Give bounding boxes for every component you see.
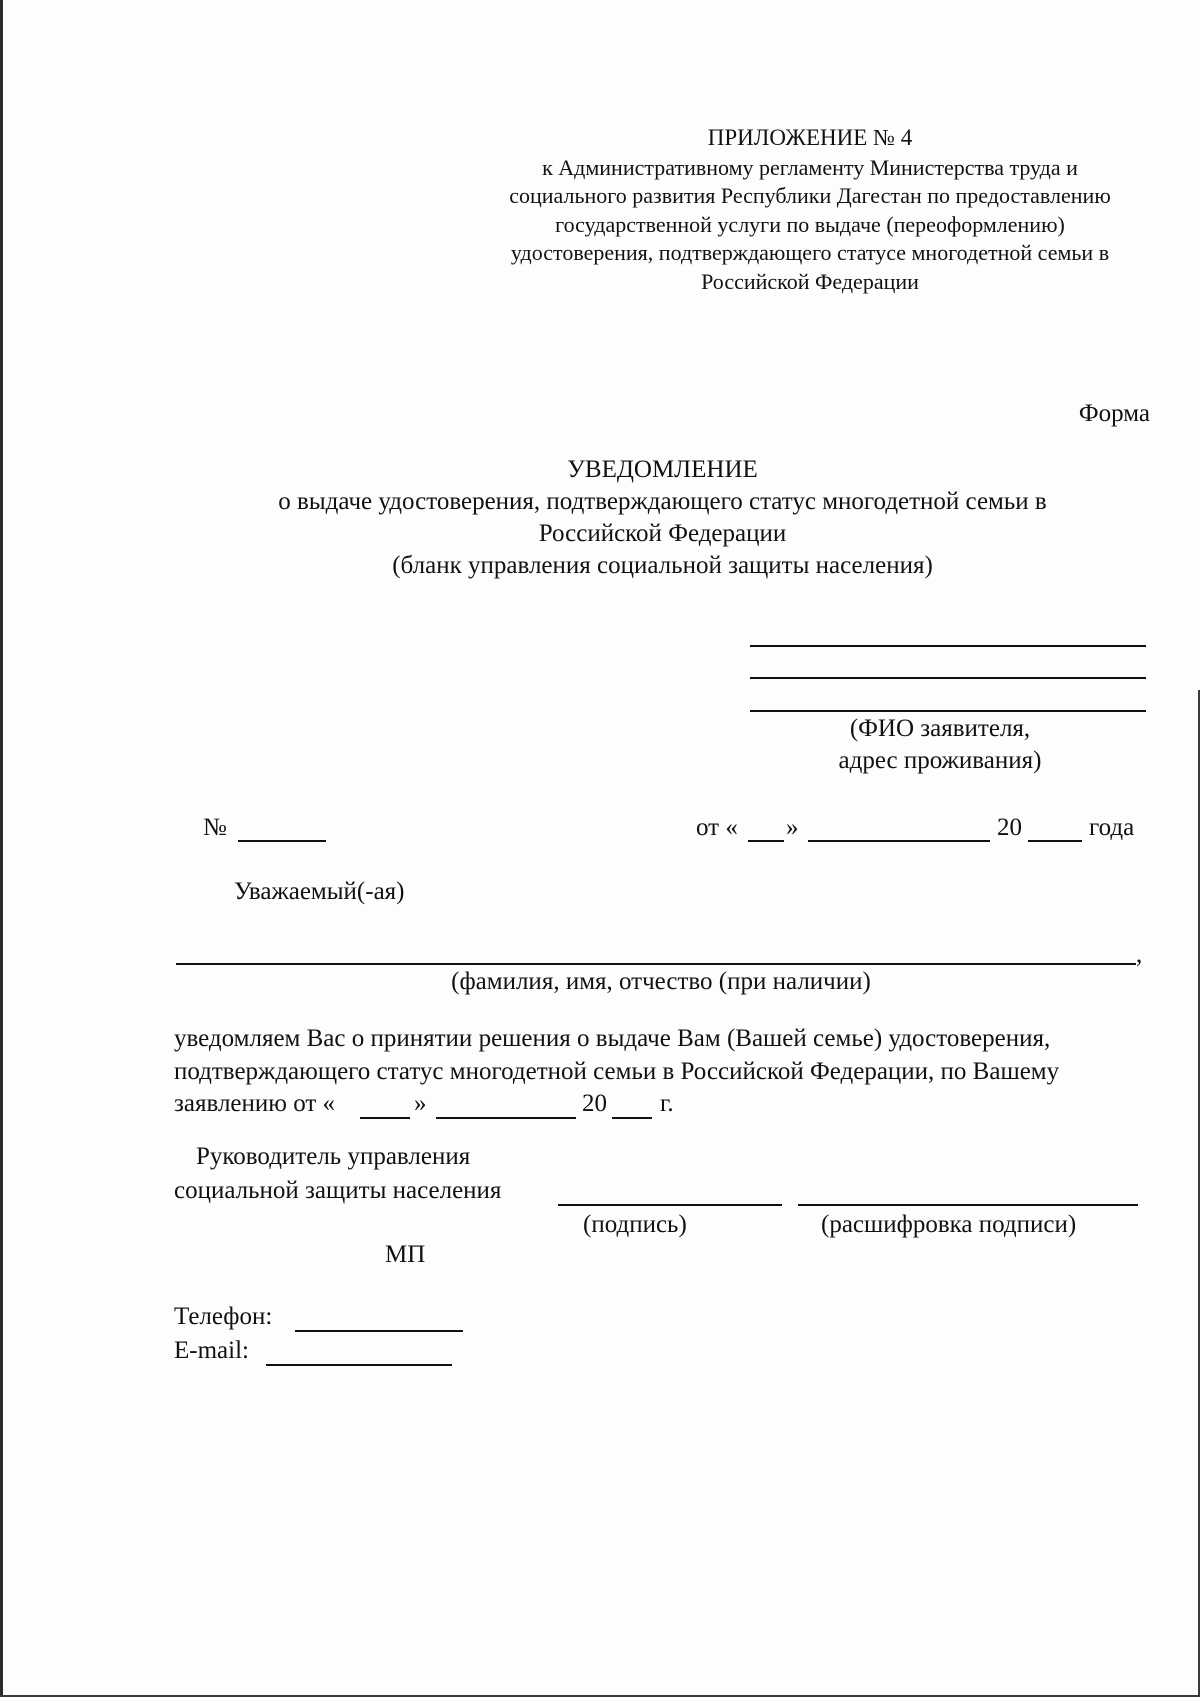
notice-body [174, 1022, 1149, 1088]
number-blank-line [238, 840, 326, 842]
application-year-blank [612, 1117, 652, 1119]
applicant-caption [780, 713, 1100, 777]
notice-subtitle-line: Российской Федерации [538, 520, 787, 547]
date-year-suffix: года [1089, 814, 1135, 841]
appendix-line: удостоверения, подтверждающего статусе многодетной семьи в [510, 240, 1110, 265]
scan-edge-left [0, 0, 3, 1697]
date-from-prefix: от « [696, 814, 738, 841]
appendix-header [470, 124, 1150, 296]
applicant-caption-line: адрес проживания) [838, 747, 1042, 774]
appendix-title: ПРИЛОЖЕНИЕ № 4 [707, 125, 913, 150]
email-blank-line [266, 1364, 452, 1366]
fullname-caption: (фамилия, имя, отчество (при наличии) [451, 968, 871, 995]
application-day-blank [360, 1117, 410, 1119]
notice-subtitle-line: о выдаче удостоверения, подтверждающего статус многодетной семьи в [278, 488, 1047, 515]
fullname-blank-line [176, 963, 1136, 965]
applicant-caption-line: (ФИО заявителя, [849, 715, 1031, 742]
notice-subtitle-line: (бланк управления социальной защиты населения) [392, 552, 933, 579]
applicant-blank-line [750, 677, 1146, 679]
signature-decode-blank-line [798, 1204, 1138, 1206]
number-sign: № [203, 814, 227, 841]
signature-caption: (подпись) [583, 1211, 687, 1238]
body-line3-suffix: г. [660, 1090, 674, 1117]
notice-title: УВЕДОМЛЕНИЕ [567, 456, 758, 483]
date-day-blank [748, 840, 784, 842]
notice-heading [200, 454, 1125, 582]
signature-blank-line [558, 1204, 782, 1206]
email-label: E-mail: [174, 1337, 249, 1364]
signature-role-line1: Руководитель управления [196, 1143, 471, 1170]
phone-label: Телефон: [174, 1303, 273, 1330]
fullname-comma: , [1136, 941, 1143, 968]
applicant-blank-line [750, 645, 1146, 647]
stamp-label: МП [385, 1241, 426, 1268]
appendix-line: государственной услуги по выдаче (переоформлению) [555, 211, 1065, 237]
form-label: Форма [1078, 400, 1150, 427]
date-month-blank [808, 840, 990, 842]
salutation: Уважаемый(-ая) [234, 878, 405, 905]
appendix-line: к Административному регламенту Министерства труда и [542, 154, 1078, 180]
body-line: подтверждающего статус многодетной семьи в Российской Федерации, по Вашему [174, 1058, 1060, 1085]
application-month-blank [436, 1117, 576, 1119]
signature-decode-caption: (расшифровка подписи) [821, 1211, 1077, 1238]
appendix-line: Российской Федерации [701, 268, 919, 294]
applicant-blank-line [750, 710, 1146, 712]
body-line3-year: 20 [582, 1090, 607, 1117]
date-close-quote: » [786, 814, 799, 841]
body-line: уведомляем Вас о принятии решения о выдаче Вам (Вашей семье) удостоверения, [174, 1025, 1051, 1052]
signature-role-line2: социальной защиты населения [174, 1177, 502, 1204]
date-year-prefix: 20 [997, 814, 1022, 841]
appendix-line: социального развития Республики Дагестан по предоставлению [509, 183, 1111, 208]
body-line3-close: » [414, 1090, 427, 1117]
body-line3-prefix: заявлению от « [174, 1090, 336, 1117]
phone-blank-line [295, 1330, 463, 1332]
date-year-blank [1028, 840, 1082, 842]
